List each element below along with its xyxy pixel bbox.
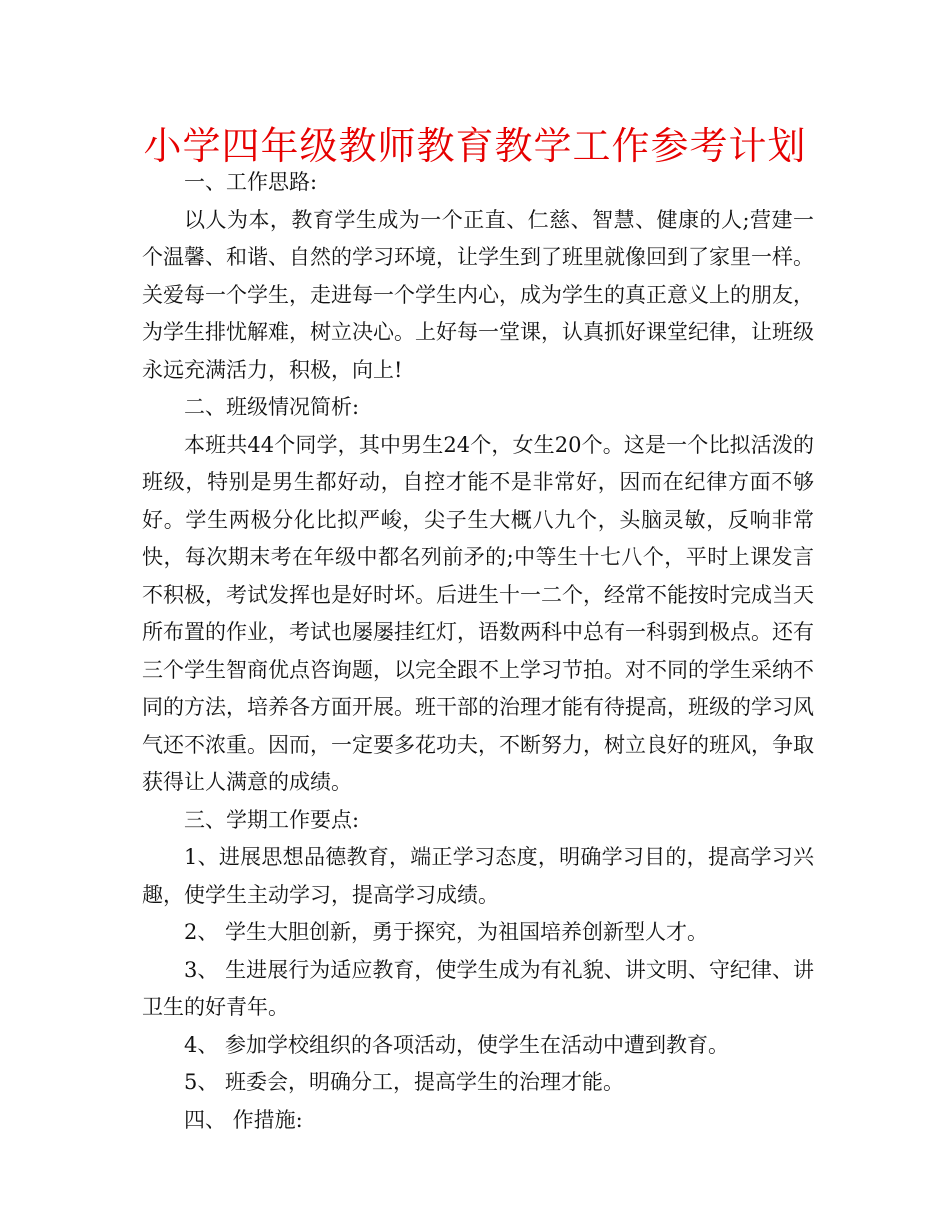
- section-heading-term-key-points: 三、学期工作要点:: [184, 807, 360, 832]
- list-item-point-5: 5、 班委会，明确分工，提高学生的治理才能。: [184, 1070, 625, 1094]
- document-title: 小学四年级教师教育教学工作参考计划: [143, 124, 807, 168]
- list-item-point-1: 1、进展思想品德教育，端正学习态度，明确学习目的，提高学习兴趣，使学生主动学习，提高学习成绩。: [142, 845, 814, 907]
- section-heading-work-ideas: 一、工作思路:: [184, 170, 318, 194]
- paragraph-class-analysis: 本班共44个同学，其中男生24个，女生20个。这是一个比拟活泼的班级，特别是男生都好动，自控才能不是非常好，因而在纪律方面不够好。学生两极分化比拟严峻，尖子生大概八九个，头脑灵敏，反响非常快，每次期末考在年级中都名列前矛的;中等生十七八个，平时上课发言不积极，考试发挥也是好时坏。后进生十一二个，经常不能按时完成当天所布置的作业，考试也屡屡挂红灯，语数两科中总有一科弱到极点。还有三个学生智商优点咨询题，以完全跟不上学习节拍。对不同的学生采纳不同的方法，培养各方面开展。班干部的治理才能有待提高，班级的学习风气还不浓重。因而，一定要多花功夫，不断努力，树立良好的班风，争取获得让人满意的成绩。: [142, 432, 814, 794]
- list-item-point-2: 2、 学生大胆创新，勇于探究，为祖国培养创新型人才。: [184, 920, 709, 944]
- paragraph-work-ideas: 以人为本，教育学生成为一个正直、仁慈、智慧、健康的人;营建一个温馨、和谐、自然的学习环境，让学生到了班里就像回到了家里一样。关爱每一个学生，走进每一个学生内心，成为学生的真正意义上的朋友，为学生排忧解难，树立决心。上好每一堂课，认真抓好课堂纪律，让班级永远充满活力，积极，向上!: [142, 207, 814, 382]
- list-item-point-3: 3、 生进展行为适应教育，使学生成为有礼貌、讲文明、守纪律、讲卫生的好青年。: [142, 957, 814, 1019]
- section-heading-measures: 四、 作措施:: [184, 1107, 303, 1132]
- list-item-point-4: 4、 参加学校组织的各项活动，使学生在活动中遭到教育。: [184, 1032, 730, 1057]
- section-heading-class-analysis: 二、班级情况简析:: [184, 395, 360, 419]
- document-body: [142, 164, 814, 1139]
